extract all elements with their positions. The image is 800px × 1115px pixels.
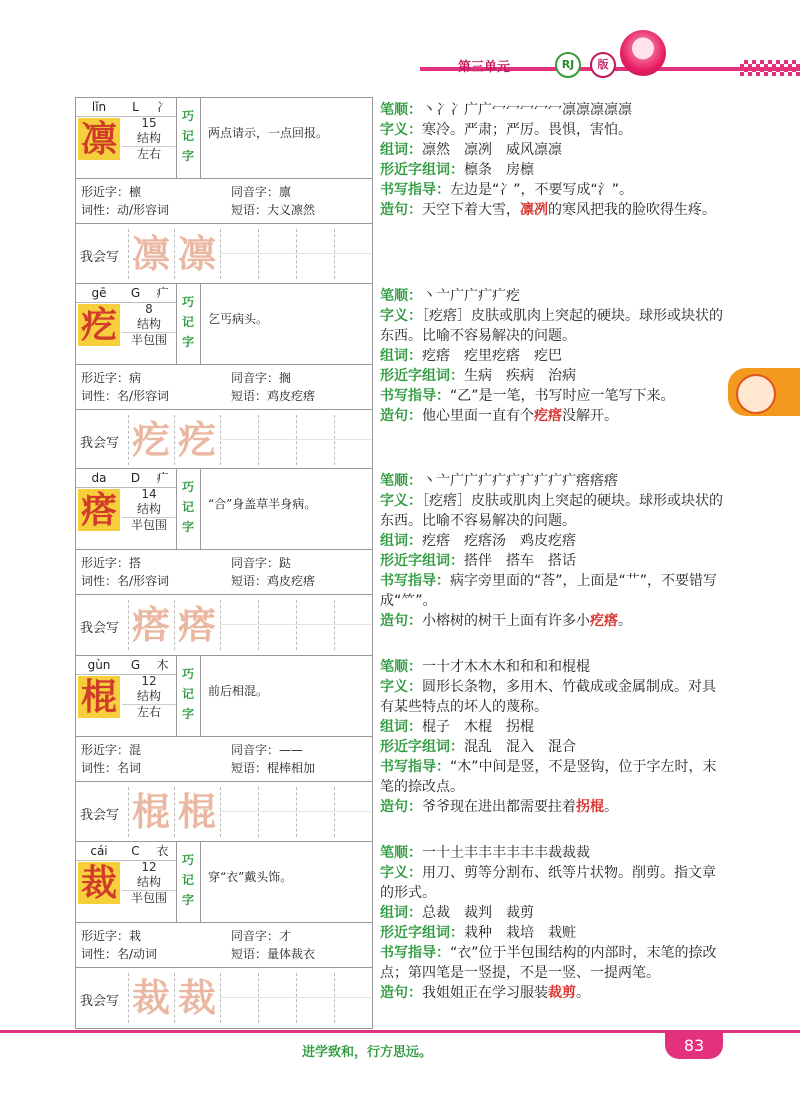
similar-char: 形近字：檩 [81,185,142,199]
character-card [75,655,373,843]
writing-guide-label: 书写指导： [380,573,450,589]
mnemonic-text: 穿“衣”戴头饰。 [208,870,293,884]
structure-type: 半包围 [122,890,176,906]
structure-type: 半包围 [122,332,176,348]
similar-char-words-label: 形近字组词： [380,553,464,569]
phrase: 短语：鸡皮疙瘩 [231,389,316,403]
part-of-speech: 词性：名/形容词 [81,389,170,403]
character-card [75,283,373,471]
phrase: 短语：大义凛然 [231,203,316,217]
stroke-order-text: 丶冫冫广广冖冖冖冖冖凛凛凛凛凛 [422,102,632,118]
practice-box[interactable] [334,415,371,465]
part-of-speech: 词性：名词 [81,761,142,775]
structure-label: 结构 [136,317,161,331]
similar-char-words-label: 形近字组词： [380,162,464,178]
trace-char: 疙 [174,415,219,465]
meaning-row [380,863,725,903]
sentence-text-end: 。 [618,613,632,629]
radical: 木 [156,658,169,672]
radical: 疒 [156,286,169,300]
homophone: 同音字：才 [231,929,292,943]
writing-guide-text: 病字旁里面的“荅”，上面是“艹”，不要错写成“⺮”。 [380,573,718,609]
meaning-label: 字义： [380,308,422,324]
sentence-text-end: 的寒风把我的脸吹得生疼。 [548,202,716,218]
stroke-count: 12 [141,674,157,688]
mnemonic-text: 两点请示，一点回报。 [208,126,329,140]
related-info [76,365,372,410]
writing-guide-label: 书写指导： [380,182,450,198]
page-number: 83 [665,1033,723,1059]
mnemonic-label-char: 巧 [181,480,194,494]
mnemonic-text: 乞丐病头。 [208,312,269,326]
card-top [76,656,372,737]
similar-char: 形近字：病 [81,371,142,385]
sentence-highlight: 凛冽 [520,202,548,218]
mnemonic-label-char: 巧 [181,109,194,123]
mnemonic-label-char: 字 [181,893,194,907]
detail-block [380,657,725,817]
sentence-text: 小榕树的树干上面有许多小 [422,613,590,629]
sentence-row [380,406,725,426]
similar-char: 形近字：搭 [81,556,142,570]
meaning-text: ［疙瘩］皮肤或肌肉上突起的硬块。球形或块状的东西。比喻不容易解决的问题。 [380,493,723,529]
stroke-order-label: 笔顺： [380,288,422,304]
sentence-row [380,200,725,220]
stroke-count: 12 [141,860,157,874]
sentence-row [380,611,725,631]
mnemonic-label-char: 巧 [181,853,194,867]
fox-mascot-icon [736,374,776,414]
writing-guide-label: 书写指导： [380,388,450,404]
main-character: 棍 [78,676,120,718]
detail-block [380,286,725,426]
similar-char-words-row [380,551,725,571]
word-examples-text: 凛然 凛冽 威风凛凛 [422,142,562,158]
meaning-text: 用刀、剪等分割布、纸等片状物。削剪。指文章的形式。 [380,865,716,901]
practice-label: 我会写 [80,808,120,823]
pinyin: gùn [87,658,111,672]
mnemonic-text: 前后相混。 [208,684,269,698]
pinyin-row [76,284,176,303]
practice-box[interactable] [296,600,333,650]
word-examples-label: 组词： [380,348,422,364]
sentence-label: 造句： [380,799,422,815]
detail-block [380,471,725,631]
word-examples-text: 总裁 裁判 裁剪 [422,905,534,921]
mnemonic-label [176,842,201,922]
word-examples-text: 疙瘩 疙瘩汤 鸡皮疙瘩 [422,533,576,549]
practice-box[interactable] [296,787,333,837]
mnemonic-label [176,656,201,736]
pinyin: da [91,471,107,485]
homophone: 同音字：廪 [231,185,292,199]
stroke-order-text: 一十才木木木和和和和棍棍 [422,659,590,675]
sentence-text-end: 。 [576,985,590,1001]
meaning-label: 字义： [380,493,422,509]
pinyin: gē [91,286,107,300]
mnemonic-label-char: 字 [181,335,194,349]
mnemonic-label-char: 巧 [181,667,194,681]
related-info [76,923,372,968]
main-character: 裁 [78,862,120,904]
structure-type: 左右 [122,146,176,162]
related-info [76,179,372,224]
practice-box[interactable] [334,600,371,650]
stroke-order-row [380,471,725,491]
sentence-text: 他心里面一直有个 [422,408,534,424]
practice-box[interactable] [258,229,295,279]
practice-label: 我会写 [80,994,120,1009]
practice-box[interactable] [258,600,295,650]
mnemonic-label [176,469,201,549]
sentence-label: 造句： [380,202,422,218]
word-examples-label: 组词： [380,905,422,921]
pinyin: cái [90,844,108,858]
char-meta [122,674,176,736]
homophone: 同音字：—— [231,743,304,757]
practice-box[interactable] [220,973,257,1023]
radical: 疒 [156,471,169,485]
meaning-text: ［疙瘩］皮肤或肌肉上突起的硬块。球形或块状的东西。比喻不容易解决的问题。 [380,308,723,344]
sentence-text: 爷爷现在进出都需要拄着 [422,799,576,815]
card-top [76,98,372,179]
writing-guide-row [380,386,725,406]
meaning-row [380,306,725,346]
sentence-text: 我姐姐正在学习服装 [422,985,548,1001]
card-top [76,842,372,923]
practice-box[interactable] [220,600,257,650]
char-meta [122,860,176,922]
card-top [76,469,372,550]
sentence-highlight: 疙瘩 [590,613,618,629]
writing-guide-text: “木”中间是竖，不是竖钩，位于字左时，末笔的捺改点。 [380,759,717,795]
similar-char-words-label: 形近字组词： [380,739,464,755]
sentence-highlight: 疙瘩 [534,408,562,424]
related-info [76,737,372,782]
pinyin-row [76,842,176,861]
phrase: 短语：棍棒相加 [231,761,316,775]
rj-badge: RJ [555,52,581,78]
practice-row [76,595,372,655]
stroke-order-label: 笔顺： [380,845,422,861]
mnemonic-label [176,98,201,178]
stroke-count: 15 [141,116,157,130]
stroke-order-label: 笔顺： [380,659,422,675]
similar-char-words-row [380,160,725,180]
meaning-text: 寒冷。严肃；严厉。畏惧，害怕。 [422,122,632,138]
char-meta [122,116,176,178]
writing-guide-row [380,571,725,611]
practice-box[interactable] [220,229,257,279]
similar-char-words-text: 搭伴 搭车 搭话 [464,553,576,569]
char-info [76,284,177,364]
stroke-order-text: 一十土丰丰丰丰丰丰裁裁裁 [422,845,590,861]
mnemonic-label-char: 记 [181,315,194,329]
part-of-speech: 词性：动/形容词 [81,203,170,217]
similar-char: 形近字：栽 [81,929,142,943]
index-letter: C [131,844,140,858]
practice-label: 我会写 [80,250,120,265]
stroke-order-label: 笔顺： [380,473,422,489]
word-examples-row [380,346,725,366]
writing-guide-label: 书写指导： [380,759,450,775]
practice-box[interactable] [220,787,257,837]
mnemonic-label-char: 字 [181,149,194,163]
index-letter: L [132,100,139,114]
writing-guide-text: 左边是“冫”，不要写成“氵”。 [450,182,634,198]
detail-block [380,843,725,1003]
stroke-order-row [380,286,725,306]
side-tab [728,368,800,416]
sentence-row [380,983,725,1003]
practice-box[interactable] [258,415,295,465]
character-card [75,841,373,1029]
sentence-text-end: 。 [604,799,618,815]
character-card [75,468,373,656]
meaning-row [380,120,725,140]
mnemonic-label-char: 巧 [181,295,194,309]
word-examples-label: 组词： [380,533,422,549]
word-examples-label: 组词： [380,719,422,735]
structure-label: 结构 [136,502,161,516]
char-info [76,842,177,922]
phrase: 短语：量体裁衣 [231,947,316,961]
detail-block [380,100,725,220]
radical: 衣 [156,844,169,858]
trace-char: 凛 [128,229,173,279]
main-character: 疙 [78,304,120,346]
practice-box[interactable] [334,229,371,279]
trace-char: 瘩 [128,600,173,650]
mnemonic-label [176,284,201,364]
sentence-text-end: 没解开。 [562,408,618,424]
structure-label: 结构 [136,689,161,703]
sentence-highlight: 裁剪 [548,985,576,1001]
sentence-text: 天空下着大雪， [422,202,520,218]
footer-motto: 进学致和，行方思远。 [302,1045,433,1060]
mascot-icon [620,30,666,76]
main-character: 凛 [78,118,120,160]
similar-char-words-text: 混乱 混入 混合 [464,739,576,755]
unit-title: 第三单元 [458,60,511,75]
word-examples-text: 疙瘩 疙里疙瘩 疙巴 [422,348,562,364]
char-info [76,656,177,736]
similar-char-words-row [380,737,725,757]
index-letter: G [130,658,141,672]
practice-label: 我会写 [80,436,120,451]
main-character: 瘩 [78,489,120,531]
meaning-text: 圆形长条物，多用木、竹截成或金属制成。对具有某些特点的坏人的蔑称。 [380,679,716,715]
writing-guide-text: “乙”是一笔，书写时应一笔写下来。 [450,388,675,404]
practice-box[interactable] [334,787,371,837]
practice-box[interactable] [258,787,295,837]
trace-char: 裁 [128,973,173,1023]
writing-guide-row [380,757,725,797]
similar-char-words-label: 形近字组词： [380,368,464,384]
mnemonic-label-char: 字 [181,520,194,534]
pinyin-row [76,469,176,488]
char-meta [122,487,176,549]
sentence-label: 造句： [380,408,422,424]
similar-char-words-text: 生病 疾病 治病 [464,368,576,384]
meaning-row [380,677,725,717]
ban-badge: 版 [590,52,616,78]
stroke-count: 14 [141,487,157,501]
similar-char-words-text: 栽种 栽培 栽赃 [464,925,576,941]
char-meta [122,302,176,364]
practice-box[interactable] [296,229,333,279]
stroke-order-row [380,657,725,677]
trace-char: 棍 [174,787,219,837]
practice-row [76,224,372,284]
meaning-label: 字义： [380,122,422,138]
practice-row [76,968,372,1028]
char-info [76,469,177,549]
word-examples-text: 棍子 木棍 拐棍 [422,719,534,735]
pinyin-row [76,656,176,675]
stroke-order-row [380,100,725,120]
mnemonic-label-char: 记 [181,873,194,887]
phrase: 短语：鸡皮疙瘩 [231,574,316,588]
page-header [0,0,800,95]
index-letter: D [130,471,141,485]
writing-guide-text: “衣”位于半包围结构的内部时，末笔的捺改点；第四笔是一竖提，不是一竖、一提两笔。 [380,945,717,981]
sentence-highlight: 拐棍 [576,799,604,815]
sentence-row [380,797,725,817]
related-info [76,550,372,595]
stroke-order-text: 丶亠广广疒疒疙 [422,288,520,304]
practice-row [76,410,372,470]
part-of-speech: 词性：名/形容词 [81,574,170,588]
trace-char: 疙 [128,415,173,465]
word-examples-row [380,140,725,160]
mnemonic-label-char: 字 [181,707,194,721]
pinyin: lǐn [91,100,107,114]
writing-guide-label: 书写指导： [380,945,450,961]
writing-guide-row [380,180,725,200]
practice-box[interactable] [296,415,333,465]
word-examples-row [380,903,725,923]
trace-char: 瘩 [174,600,219,650]
practice-box[interactable] [220,415,257,465]
similar-char-words-text: 檩条 房檩 [464,162,534,178]
word-examples-row [380,717,725,737]
trace-char: 棍 [128,787,173,837]
meaning-label: 字义： [380,679,422,695]
writing-guide-row [380,943,725,983]
word-examples-row [380,531,725,551]
similar-char-words-label: 形近字组词： [380,925,464,941]
pinyin-row [76,98,176,117]
sentence-label: 造句： [380,613,422,629]
word-examples-label: 组词： [380,142,422,158]
structure-type: 半包围 [122,517,176,533]
similar-char-words-row [380,366,725,386]
structure-type: 左右 [122,704,176,720]
structure-label: 结构 [136,875,161,889]
practice-box[interactable] [334,973,371,1023]
practice-box[interactable] [258,973,295,1023]
meaning-label: 字义： [380,865,422,881]
index-letter: G [130,286,141,300]
stroke-order-row [380,843,725,863]
practice-label: 我会写 [80,621,120,636]
meaning-row [380,491,725,531]
practice-row [76,782,372,842]
radical: 冫 [156,100,169,114]
stroke-count: 8 [145,302,153,316]
mnemonic-label-char: 记 [181,500,194,514]
trace-char: 裁 [174,973,219,1023]
checker-decoration [740,60,800,76]
mnemonic-label-char: 记 [181,129,194,143]
card-top [76,284,372,365]
structure-label: 结构 [136,131,161,145]
mnemonic-label-char: 记 [181,687,194,701]
char-info [76,98,177,178]
character-card [75,97,373,285]
part-of-speech: 词性：名/动词 [81,947,158,961]
stroke-order-text: 丶亠广广疒疒疒疒疒疒疒瘩瘩瘩 [422,473,618,489]
similar-char: 形近字：混 [81,743,142,757]
similar-char-words-row [380,923,725,943]
trace-char: 凛 [174,229,219,279]
homophone: 同音字：搁 [231,371,292,385]
stroke-order-label: 笔顺： [380,102,422,118]
mnemonic-text: “合”身盖草半身病。 [208,497,317,511]
practice-box[interactable] [296,973,333,1023]
sentence-label: 造句： [380,985,422,1001]
homophone: 同音字：跶 [231,556,292,570]
